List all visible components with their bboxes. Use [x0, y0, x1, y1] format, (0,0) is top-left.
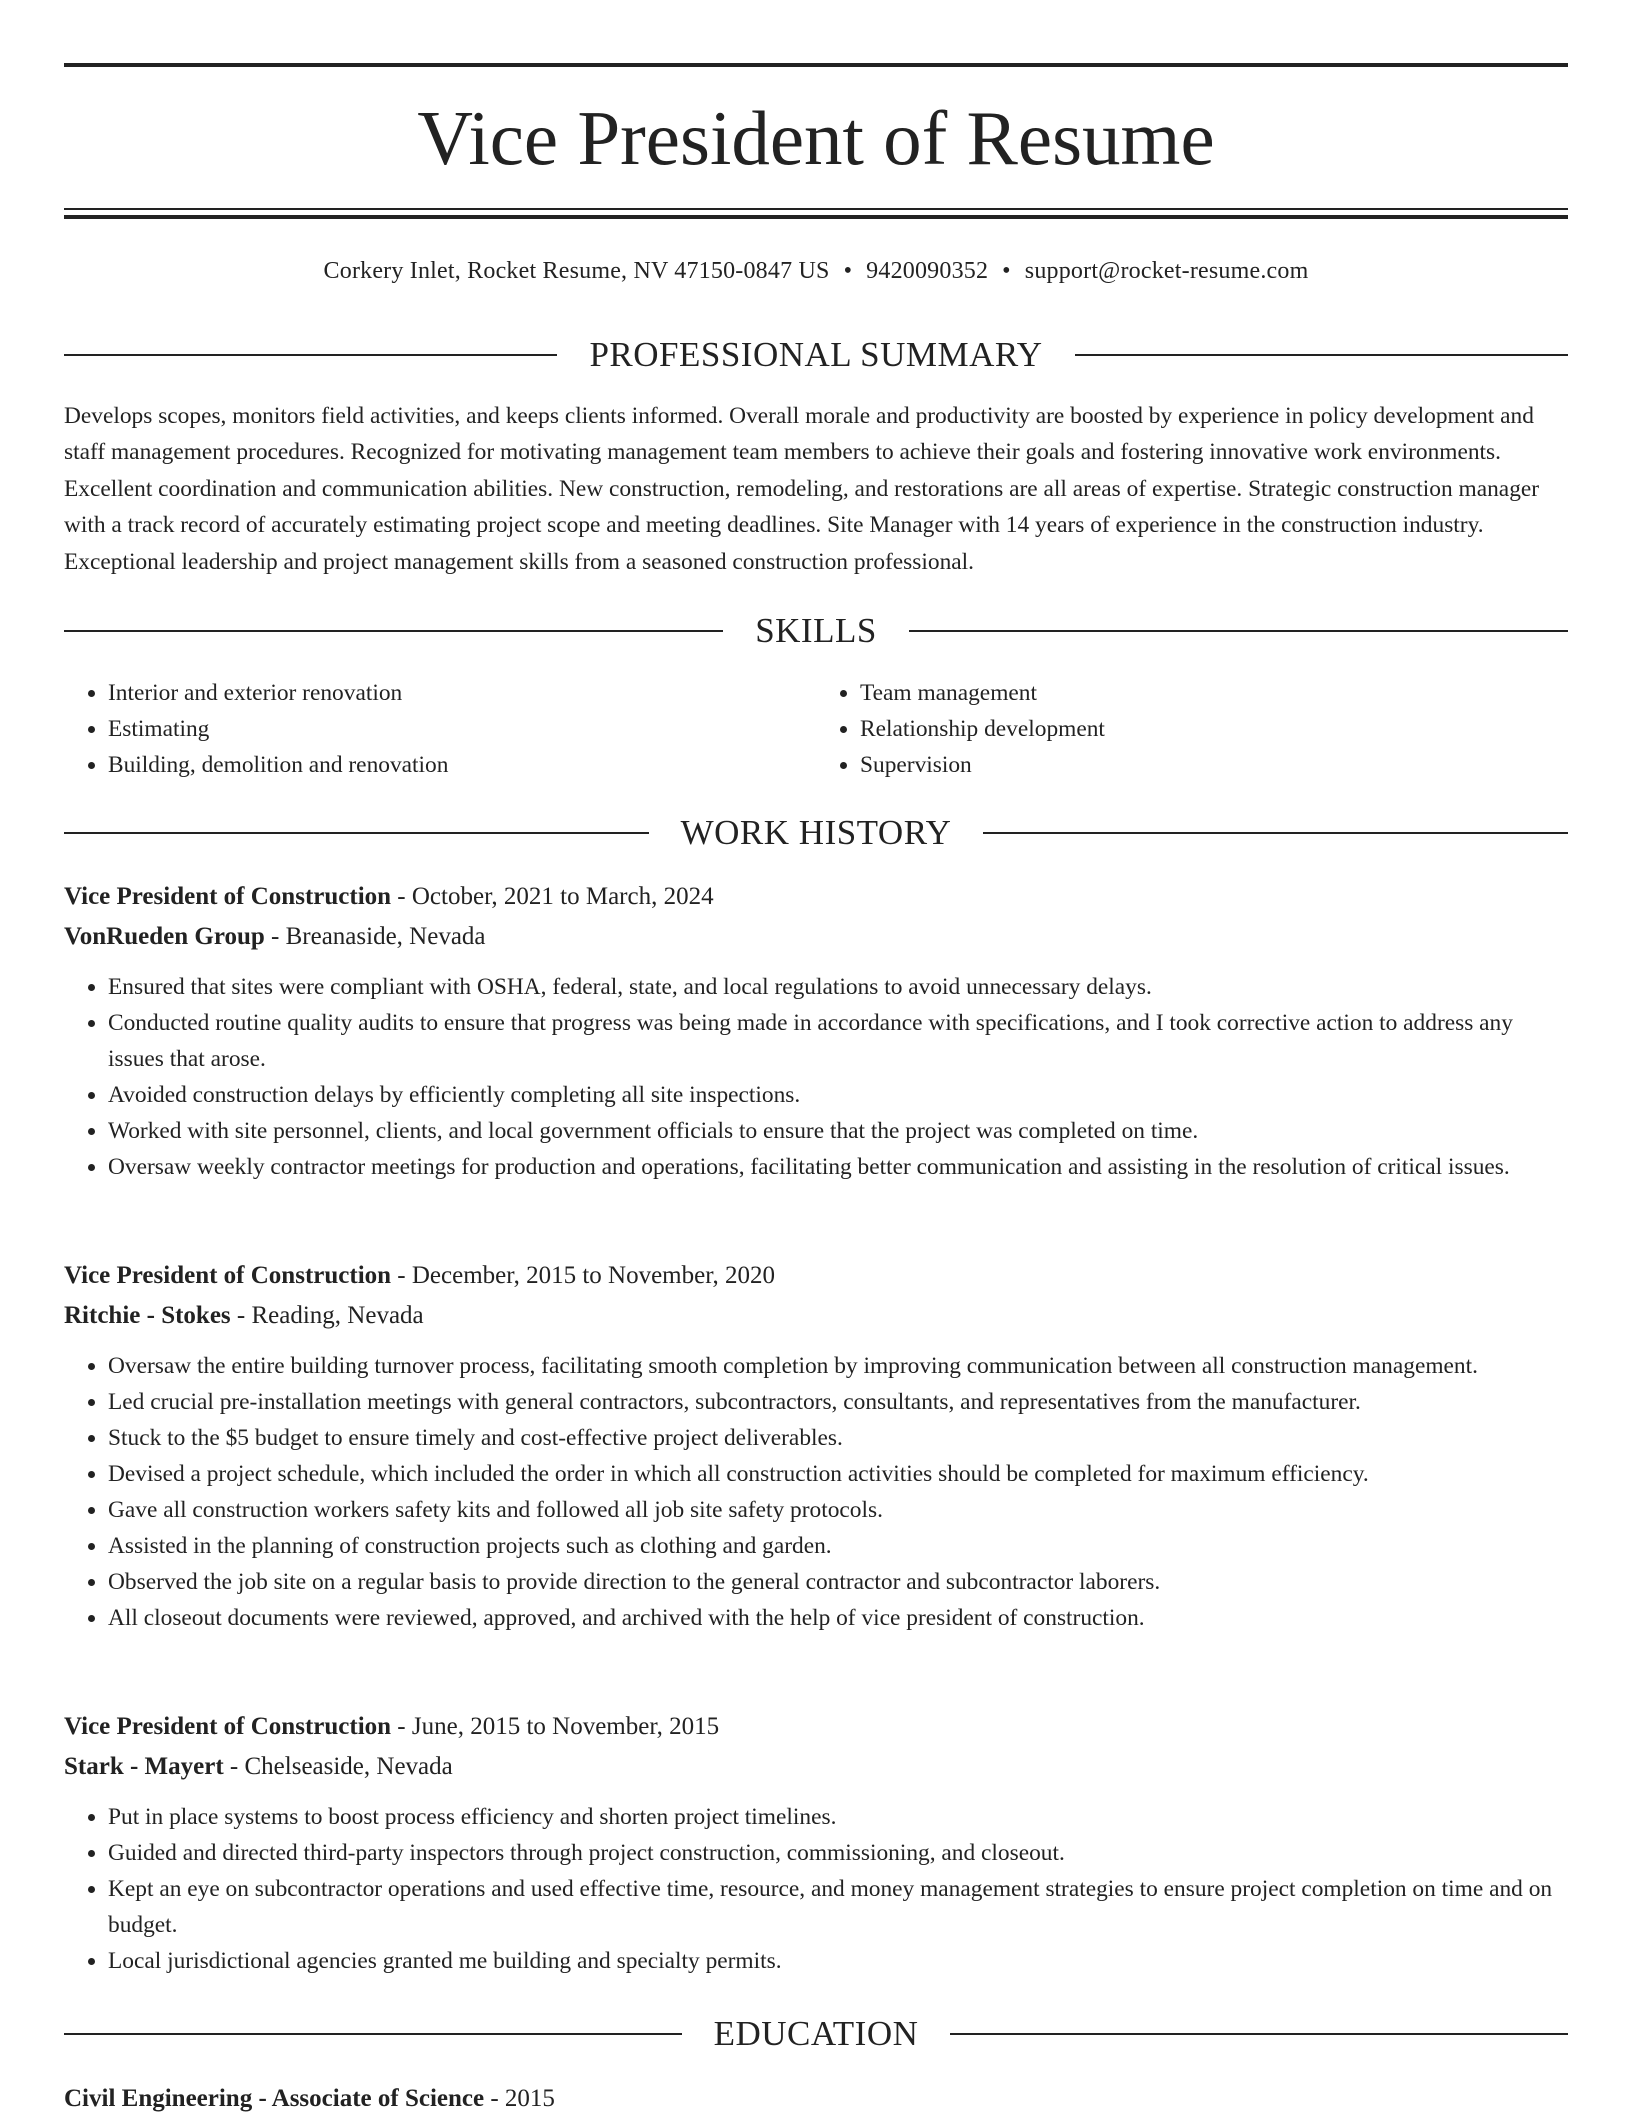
heading-rule-left	[64, 630, 723, 632]
job-title-line	[64, 1256, 1568, 1296]
job-dates: - December, 2015 to November, 2020	[391, 1262, 776, 1289]
job-title: Vice President of Construction	[64, 1262, 392, 1289]
summary-heading-label: PROFESSIONAL SUMMARY	[589, 335, 1043, 374]
job-company-line	[64, 1296, 1568, 1336]
job-title: Vice President of Construction	[64, 1713, 392, 1740]
skills-list	[64, 675, 1568, 783]
job-bullet: • Observed the job site on a regular basis to provide direction to the general contractor and subcontractor laborers.	[108, 1564, 1568, 1600]
job-bullet: • Conducted routine quality audits to ensure that progress was being made in accordance with specifications, and I took corrective action to address any issues that arose.	[108, 1005, 1568, 1077]
job-company-line	[64, 917, 1568, 957]
job-bullet: • Oversaw weekly contractor meetings for production and operations, facilitating better communication and assisting in the resolution of critical issues.	[108, 1149, 1568, 1185]
education-degree: Civil Engineering - Associate of Science	[64, 2085, 485, 2112]
skills-heading-label: SKILLS	[755, 611, 877, 650]
job-company: Ritchie - Stokes	[64, 1302, 231, 1329]
skill-item: • Interior and exterior renovation	[108, 675, 816, 711]
contact-separator: •	[843, 258, 853, 284]
heading-rule-right	[950, 2033, 1568, 2035]
heading-rule-left	[64, 832, 649, 834]
job-bullet: • All closeout documents were reviewed, approved, and archived with the help of vice president of construction.	[108, 1600, 1568, 1636]
education-entry	[64, 2079, 1568, 2119]
contact-separator: •	[1002, 258, 1011, 284]
job-bullet: • Gave all construction workers safety kits and followed all job site safety protocols.	[108, 1492, 1568, 1528]
heading-rule-left	[64, 2033, 682, 2035]
job-entry	[64, 877, 1568, 1185]
heading-rule-right	[1075, 354, 1568, 356]
contact-email[interactable]: support@rocket-resume.com	[1024, 258, 1309, 284]
header-bottom-rule-thin	[64, 208, 1568, 210]
summary-heading	[64, 335, 1568, 375]
work-history-heading	[64, 813, 1568, 853]
job-title: Vice President of Construction	[64, 883, 392, 910]
skill-item: • Relationship development	[860, 711, 1568, 747]
job-title-line	[64, 877, 1568, 917]
education-heading-label: EDUCATION	[713, 2014, 919, 2053]
job-bullets	[64, 1348, 1568, 1636]
job-bullet: • Avoided construction delays by efficiently completing all site inspections.	[108, 1077, 1568, 1113]
contact-address: Corkery Inlet, Rocket Resume, NV 47150-0847 US	[323, 258, 830, 284]
skill-item: • Building, demolition and renovation	[108, 747, 816, 783]
resume-name: Vice President of Resume	[417, 95, 1215, 181]
job-bullet: • Kept an eye on subcontractor operations and used effective time, resource, and money management strategies to ensure project completion on time and on budget.	[108, 1871, 1568, 1943]
job-entry	[64, 1707, 1568, 1979]
education-year: - 2015	[484, 2085, 555, 2112]
job-location: - Chelseaside, Nevada	[223, 1753, 453, 1780]
job-bullet: • Stuck to the $5 budget to ensure timely and cost-effective project deliverables.	[108, 1420, 1568, 1456]
skills-column-right	[816, 675, 1568, 783]
job-bullets	[64, 1799, 1568, 1979]
contact-line	[64, 255, 1568, 287]
job-bullet: • Guided and directed third-party inspectors through project construction, commissioning, and closeout.	[108, 1835, 1568, 1871]
job-bullet: • Devised a project schedule, which included the order in which all construction activities should be completed for maximum efficiency.	[108, 1456, 1568, 1492]
contact-phone: 9420090352	[866, 258, 989, 284]
job-location: - Breanaside, Nevada	[264, 923, 486, 950]
job-company-line	[64, 1747, 1568, 1787]
job-entry	[64, 1256, 1568, 1636]
job-bullets	[64, 969, 1568, 1185]
skill-item: • Estimating	[108, 711, 816, 747]
job-dates: - June, 2015 to November, 2015	[391, 1713, 720, 1740]
job-bullet: • Oversaw the entire building turnover process, facilitating smooth completion by improving communication between all construction management.	[108, 1348, 1568, 1384]
job-bullet: • Led crucial pre-installation meetings with general contractors, subcontractors, consultants, and representatives from the manufacturer.	[108, 1384, 1568, 1420]
summary-text: Develops scopes, monitors field activities, and keeps clients informed. Overall morale and productivity are boosted by experience in policy development and staff management procedures. Recognized for motivating management team members to achieve their goals and fostering innovative work environments. Excellent coordination and communication abilities. New construction, remodeling, and restorations are all areas of expertise. Strategic construction manager with a track record of accurately estimating project scope and meeting deadlines. Site Manager with 14 years of experience in the construction industry. Exceptional leadership and project management skills from a seasoned construction professional.	[64, 403, 1540, 575]
header-bottom-rule-thick	[64, 215, 1568, 219]
work-history-heading-label: WORK HISTORY	[680, 813, 952, 852]
skills-column-left	[64, 675, 816, 783]
skill-item: • Team management	[860, 675, 1568, 711]
heading-rule-left	[64, 354, 557, 356]
job-bullet: • Assisted in the planning of construction projects such as clothing and garden.	[108, 1528, 1568, 1564]
job-bullet: • Ensured that sites were compliant with OSHA, federal, state, and local regulations to avoid unnecessary delays.	[108, 969, 1568, 1005]
job-bullet: • Put in place systems to boost process efficiency and shorten project timelines.	[108, 1799, 1568, 1835]
heading-rule-right	[983, 832, 1568, 834]
heading-rule-right	[909, 630, 1568, 632]
skill-item: • Supervision	[860, 747, 1568, 783]
job-location: - Reading, Nevada	[230, 1302, 424, 1329]
job-bullet: • Worked with site personnel, clients, and local government officials to ensure that the project was completed on time.	[108, 1113, 1568, 1149]
header-top-rule	[64, 63, 1568, 67]
job-dates: - October, 2021 to March, 2024	[391, 883, 714, 910]
skills-heading	[64, 611, 1568, 651]
job-company: Stark - Mayert	[64, 1753, 224, 1780]
job-title-line	[64, 1707, 1568, 1747]
job-company: VonRueden Group	[64, 923, 265, 950]
job-bullet: • Local jurisdictional agencies granted me building and specialty permits.	[108, 1943, 1568, 1979]
education-heading	[64, 2014, 1568, 2054]
